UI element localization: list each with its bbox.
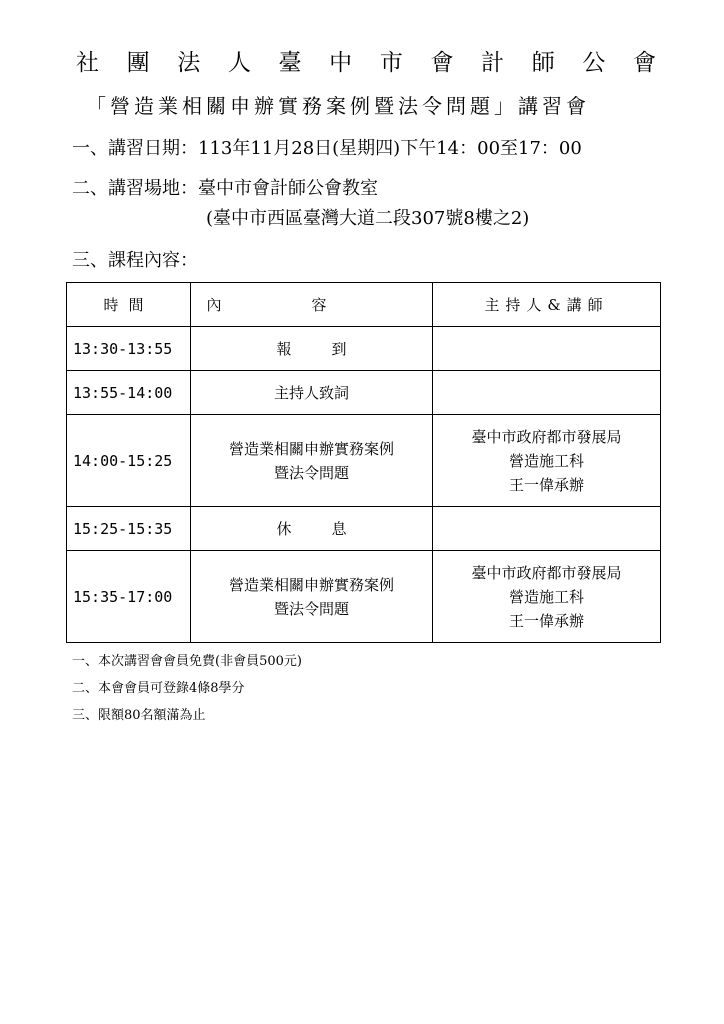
organization-title: 社 團 法 人 臺 中 市 會 計 師 公 會: [76, 50, 656, 76]
row-host-line: 營造施工科: [508, 451, 584, 470]
table-row: [67, 507, 661, 551]
event-title: 「營造業相關申辦實務案例暨法令問題」講習會: [86, 94, 590, 118]
row-host: [433, 507, 661, 551]
header-time: 時間: [67, 283, 191, 327]
note-item: 三、限額80名額滿為止: [72, 708, 206, 723]
row-time: 15:25-15:35: [67, 507, 191, 551]
row-content-line: 報到: [276, 339, 387, 358]
row-time: 13:55-14:00: [67, 371, 191, 415]
course-content-heading: 三、課程內容：: [72, 250, 198, 271]
row-content-line: 暨法令問題: [273, 463, 349, 482]
row-content: [191, 507, 433, 551]
row-host-line: 臺中市政府都市發展局: [471, 563, 622, 582]
row-host: [433, 415, 661, 507]
row-time: 15:35-17:00: [67, 551, 191, 643]
table-row: [67, 551, 661, 643]
row-content: [191, 371, 433, 415]
event-venue-line: 二、講習場地：臺中市會計師公會教室: [72, 178, 378, 199]
note-item: 一、本次講習會會員免費(非會員500元): [72, 654, 302, 669]
row-content-line: 暨法令問題: [273, 599, 349, 618]
row-time: 14:00-15:25: [67, 415, 191, 507]
event-date-line: 一、講習日期：113年11月28日(星期四)下午14：00至17：00: [72, 138, 582, 159]
header-host-lecturer: 主持人&講師: [433, 283, 661, 327]
row-time: 13:30-13:55: [67, 327, 191, 371]
table-row: [67, 371, 661, 415]
row-content: [191, 327, 433, 371]
row-host-line: 營造施工科: [508, 587, 584, 606]
table-row: [67, 415, 661, 507]
schedule-table: [66, 282, 661, 643]
row-content: [191, 415, 433, 507]
row-host-line: 臺中市政府都市發展局: [471, 427, 622, 446]
row-host: [433, 551, 661, 643]
row-host: [433, 371, 661, 415]
row-content-line: 營造業相關申辦實務案例: [228, 575, 394, 594]
note-item: 二、本會會員可登錄4條8學分: [72, 681, 245, 696]
header-content: 內容: [191, 283, 433, 327]
row-content-line: 主持人致詞: [273, 383, 349, 402]
row-content-line: 營造業相關申辦實務案例: [228, 439, 394, 458]
row-content: [191, 551, 433, 643]
table-row: [67, 327, 661, 371]
row-host-line: 王一偉承辦: [508, 611, 584, 630]
event-address-line: (臺中市西區臺灣大道二段307號8樓之2): [206, 208, 530, 229]
row-content-line: 休息: [276, 519, 387, 538]
notes-list: [72, 652, 302, 733]
row-host: [433, 327, 661, 371]
row-host-line: 王一偉承辦: [508, 475, 584, 494]
